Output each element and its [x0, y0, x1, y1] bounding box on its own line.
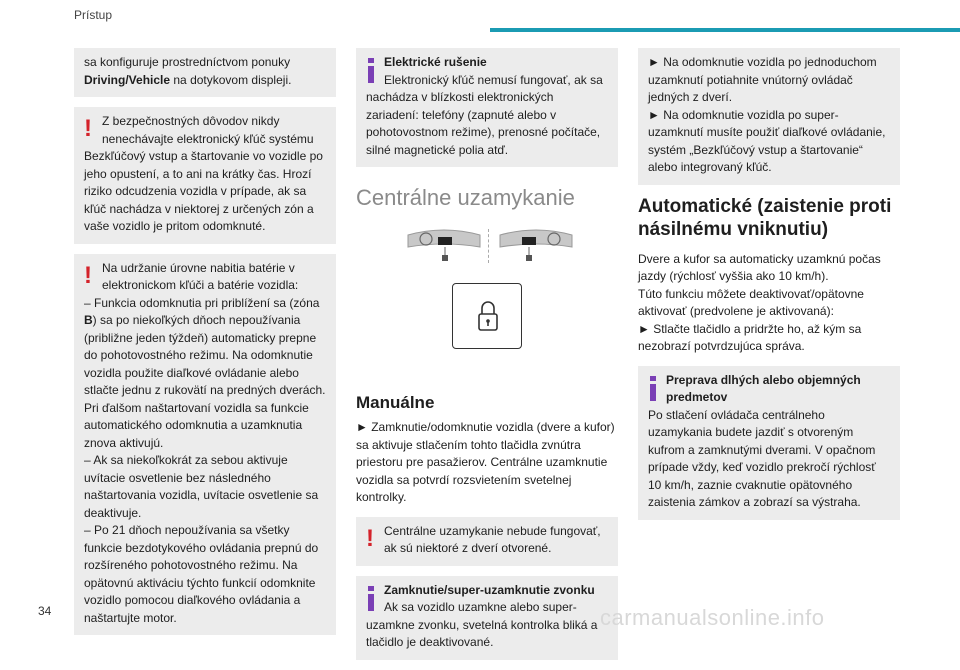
section-title-manual: Manuálne: [356, 393, 435, 412]
warning-box-battery: [74, 254, 336, 636]
illustration-divider: [488, 229, 489, 263]
intro-text-end: na dotykovom displeji.: [170, 72, 292, 87]
warning1-line2: nenechávajte elektronický kľúč systému: [102, 131, 314, 146]
warning2-item2: – Ak sa niekoľkokrát za sebou aktivuje uvítacie osvetlenie bez následného naštartovania vozidla, uvítacie osvetlenie sa deaktivuje.: [84, 453, 319, 520]
section-title-automatic: Automatické (zaistenie proti násilnému vniknutiu): [638, 195, 892, 240]
column-3: [638, 48, 900, 530]
unlock-steps-box: [638, 48, 900, 185]
page-number: 34: [38, 604, 52, 618]
info-box-interference: [356, 48, 618, 167]
warning2-line2: elektronickom kľúči a batérie vozidla:: [102, 278, 299, 292]
warning-exclamation-icon: !: [366, 524, 374, 552]
intro-bold: Driving/Vehicle: [84, 72, 171, 87]
warning1-text: Bezkľúčový vstup a štartovanie vo vozidle po jeho opustení, a to ani na krátky čas. Hrozí riziko odcudzenia vozidla v prípade, ak sa kľúč nachádza v niektorej z určených zón a vaše vozidlo je pritom odomknuté.: [84, 149, 323, 233]
intro-box: [74, 48, 336, 97]
warning-exclamation-icon: !: [84, 261, 92, 289]
auto-text-2: Túto funkciu môžete deaktivovať/opätovne aktivovať (predvolene je aktivovaná):: [638, 286, 864, 318]
warning2-item3: – Po 21 dňoch nepoužívania sa všetky funkcie bezdotykového ovládania prepnú do rozšíreného pohotovostného režimu. Na opätovnú aktiváciu týchto funkcií odomknite vozidlo pomocou diaľkového ovládania a naštartujte motor.: [84, 523, 319, 625]
info2-title: Zamknutie/super-uzamknutie zvonku: [384, 582, 595, 597]
intro-text: sa konfiguruje prostredníctvom ponuky: [84, 55, 291, 69]
warning3-text: Centrálne uzamykanie nebude fungovať, ak sú niektoré z dverí otvorené.: [384, 523, 601, 555]
info3-text: Po stlačení ovládača centrálneho uzamykania budete jazdiť s otvoreným kufrom a zamknutými dverami. V opačnom prípade vždy, keď vozidlo prekročí rýchlosť 10 km/h, zaznie cvaknutie opätovného zaistenia zámkov a zobrazí sa výstraha.: [648, 407, 876, 509]
dashboard-icon-right: [496, 225, 576, 265]
header-accent-bar: [490, 28, 960, 32]
warning-box-keyless: [74, 107, 336, 244]
info1-text: Elektronický kľúč nemusí fungovať, ak sa nachádza v blízkosti elektronických zariadení: telefóny (zapnuté alebo v pohotovostnom režime), prenosné počítače, silné magnetické polia atď.: [366, 72, 603, 157]
warning-exclamation-icon: !: [84, 115, 92, 142]
info3-title: Preprava dlhých alebo objemných predmetov: [666, 372, 861, 404]
warning2-line1: Na udržanie úrovne nabitia batérie v: [102, 260, 295, 275]
warning1-line1: Z bezpečnostných dôvodov nikdy: [102, 114, 280, 128]
info1-title: Elektrické rušenie: [384, 55, 487, 69]
watermark: carmanualsonline.info: [600, 605, 825, 630]
warning2-item1: – Funkcia odomknutia pri priblížení sa (zóna B) sa po niekoľkých dňoch nepoužívania (približne jeden týždeň) automaticky prepne do pohotovostného režimu. Na odomknutie vozidla použite diaľkové ovládanie alebo stlačte jednu z rukovätí na predných dverách. Pri ďalšom naštartovaní vozidla sa funkcie automatického odomknutia a uzamknutia znova aktivujú.: [84, 295, 326, 450]
central-locking-illustration: [356, 225, 618, 385]
manual-text: ► Zamknutie/odomknutie vozidla (dvere a kufor) sa aktivuje stlačením tohto tlačidla zvnútra priestoru pre pasažierov. Centrálne uzamknutie vozidla sa potvrdí rozsvietením svetelnej kontrolky.: [356, 420, 615, 504]
info-box-outside-lock: [356, 576, 618, 660]
padlock-icon: [453, 284, 523, 350]
column-2: [356, 48, 618, 670]
section-title-central-locking: Centrálne uzamykanie: [356, 185, 575, 210]
running-header: Prístup: [74, 8, 113, 22]
unlock-step-2: ► Na odomknutie vozidla po super-uzamknutí musíte použiť diaľkové ovládanie, systém „Bezkľúčový vstup a štartovanie“ alebo integrovaný kľúč.: [648, 107, 886, 174]
info-icon: [368, 586, 374, 610]
dashboard-icon-left: [404, 225, 484, 265]
info-icon: [650, 376, 656, 400]
unlock-step-1: ► Na odomknutie vozidla po jednoduchom uzamknutí potiahnite vnútorný ovládač jedných z dverí.: [648, 55, 877, 104]
warning-box-doors-open: [356, 517, 618, 566]
info-icon: [368, 58, 374, 82]
central-lock-button: [452, 283, 522, 349]
auto-text-1: Dvere a kufor sa automaticky uzamknú počas jazdy (rýchlosť vyššia ako 10 km/h).: [638, 251, 881, 283]
auto-text-3: ► Stlačte tlačidlo a pridržte ho, až kým sa nezobrazí potvrdzujúca správa.: [638, 321, 862, 353]
info-box-long-objects: [638, 366, 900, 520]
info2-text: Ak sa vozidlo uzamkne alebo super-uzamkne zvonku, svetelná kontrolka bliká a tlačidlo je deaktivované.: [366, 600, 598, 649]
column-1: [74, 48, 336, 645]
